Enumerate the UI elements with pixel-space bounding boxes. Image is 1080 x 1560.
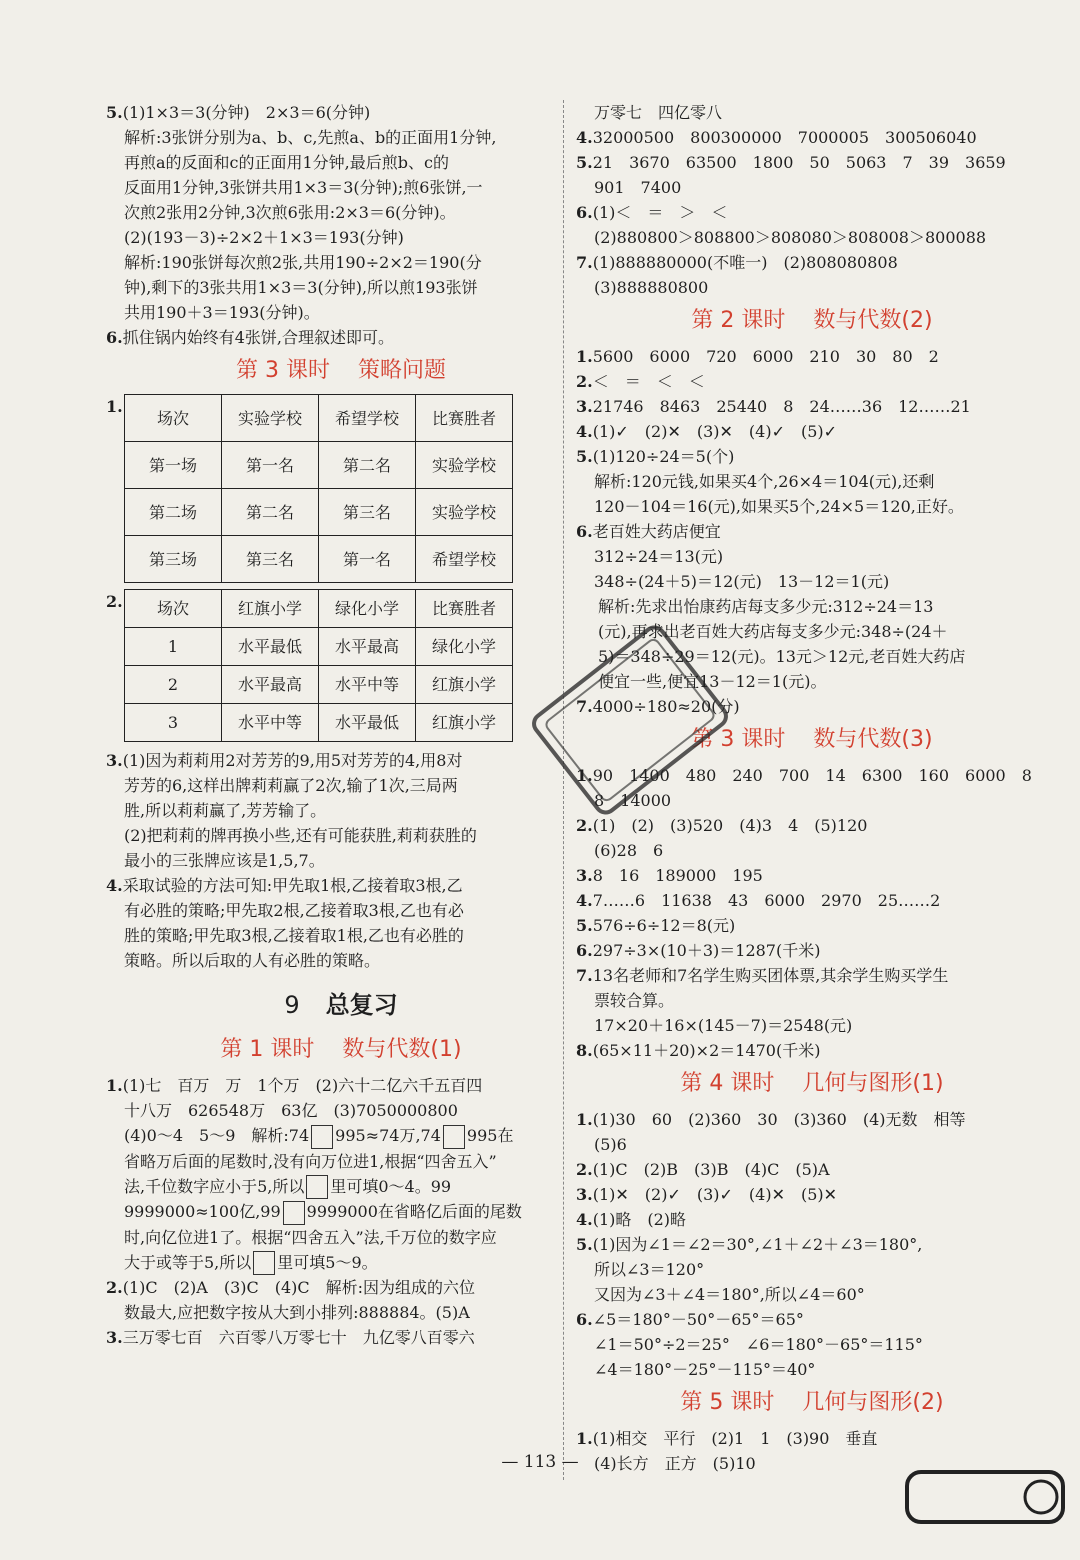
answer-line bbox=[576, 1182, 1048, 1207]
table-header-cell: 绿化小学 bbox=[319, 590, 416, 628]
answer-text: 大于或等于5,所以 bbox=[124, 1252, 252, 1272]
answer-text: ∠1＝50°÷2＝25° ∠6＝180°－65°＝115° bbox=[594, 1335, 923, 1354]
heading-topic: 数与代数(3) bbox=[813, 727, 933, 752]
question-number: 3. bbox=[576, 866, 593, 885]
answer-line bbox=[106, 150, 576, 175]
answer-line bbox=[576, 1207, 1048, 1232]
answer-line bbox=[106, 175, 576, 200]
answer-text: 7……6 11638 43 6000 2970 25……2 bbox=[592, 891, 941, 910]
answer-text: 995在 bbox=[466, 1126, 514, 1145]
answer-text: 共用190＋3＝193(分钟)。 bbox=[124, 303, 320, 322]
question-number: 2. bbox=[576, 1160, 593, 1179]
question-number: 4. bbox=[106, 876, 123, 895]
answer-line bbox=[576, 394, 1048, 419]
answer-line bbox=[576, 1038, 1048, 1063]
answer-line bbox=[106, 848, 576, 873]
table-cell: 2 bbox=[125, 666, 222, 704]
answer-line bbox=[106, 798, 576, 823]
table-cell: 绿化小学 bbox=[416, 628, 513, 666]
question-number: 1. bbox=[576, 347, 593, 366]
answer-line bbox=[576, 275, 1048, 300]
answer-text: 采取试验的方法可知:甲先取1根,乙接着取3根,乙 bbox=[122, 876, 463, 895]
answer-line bbox=[576, 1332, 1048, 1357]
answer-line bbox=[106, 823, 576, 848]
heading-topic: 策略问题 bbox=[357, 358, 446, 383]
answer-text: 8 16 189000 195 bbox=[592, 866, 763, 885]
answer-text: (65×11＋20)×2＝1470(千米) bbox=[592, 1041, 821, 1060]
table-2-wrap bbox=[106, 589, 576, 742]
table-header-cell: 场次 bbox=[125, 590, 222, 628]
answer-text: (元),再求出老百姓大药店每支多少元:348÷(24＋ bbox=[598, 622, 948, 641]
answer-text: 90 1400 480 240 700 14 6300 160 6000 8 bbox=[592, 766, 1032, 785]
blank-box bbox=[443, 1125, 465, 1149]
answer-text: 解析:190张饼每次煎2张,共用190÷2×2＝190(分 bbox=[124, 253, 482, 272]
answer-text: (5)6 bbox=[594, 1135, 627, 1154]
question-number: 8. bbox=[576, 1041, 593, 1060]
answer-block bbox=[576, 1107, 1048, 1382]
answer-text: 省略万后面的尾数时,没有向万位进1,根据“四舍五入” bbox=[124, 1151, 497, 1171]
answer-text: 4000÷180≈20(分) bbox=[592, 697, 740, 716]
heading-lesson: 第 3 课时 bbox=[691, 727, 786, 752]
answer-text: (1)因为∠1＝∠2＝30°,∠1＋∠2＋∠3＝180°, bbox=[592, 1235, 923, 1254]
answer-text: 9999000≈100亿,99 bbox=[124, 1202, 281, 1221]
question-number: 5. bbox=[106, 103, 123, 122]
answer-text: (4)长方 正方 (5)10 bbox=[594, 1454, 756, 1473]
question-number: 3. bbox=[106, 1328, 123, 1347]
question-number: 1. bbox=[576, 766, 593, 785]
answer-line bbox=[106, 275, 576, 300]
answer-text: ＜ ＝ ＜ ＜ bbox=[592, 372, 705, 391]
answer-line bbox=[576, 1132, 1048, 1157]
question-number: 7. bbox=[576, 966, 593, 985]
answer-line bbox=[576, 519, 1048, 544]
answer-text: (1)C (2)A (3)C (4)C 解析:因为组成的六位 bbox=[122, 1278, 476, 1297]
answer-text: ∠4＝180°－25°－115°＝40° bbox=[594, 1360, 816, 1379]
answer-text: 13名老师和7名学生购买团体票,其余学生购买学生 bbox=[592, 966, 949, 985]
answer-text: 芳芳的6,这样出牌莉莉赢了2次,输了1次,三局两 bbox=[124, 776, 458, 795]
answer-text: 时,向亿位进1了。根据“四舍五入”法,千万位的数字应 bbox=[124, 1227, 497, 1247]
table-row bbox=[125, 489, 513, 536]
answer-line bbox=[106, 898, 576, 923]
answer-text: (1)✕ (2)✓ (3)✓ (4)✕ (5)✕ bbox=[592, 1185, 838, 1204]
answer-text: 17×20＋16×(145－7)＝2548(元) bbox=[594, 1016, 853, 1035]
question-number: 3. bbox=[576, 397, 593, 416]
answer-text: 次煎2张用2分钟,3次煎6张用:2×3＝6(分钟)。 bbox=[124, 203, 456, 222]
answer-text: 所以∠3＝120° bbox=[594, 1260, 705, 1279]
answer-text: (6)28 6 bbox=[594, 841, 664, 860]
question-number: 6. bbox=[576, 1310, 593, 1329]
chapter-heading bbox=[106, 981, 576, 1029]
table-cell: 第三名 bbox=[319, 489, 416, 536]
answer-line bbox=[576, 1307, 1048, 1332]
answer-text: (3)888880800 bbox=[594, 278, 709, 297]
answer-text: 21 3670 63500 1800 50 5063 7 39 3659 bbox=[592, 153, 1006, 172]
match-table-2 bbox=[124, 589, 513, 742]
heading-lesson: 第 3 课时 bbox=[236, 358, 330, 383]
table-cell: 第二名 bbox=[319, 442, 416, 489]
answer-text: (2)(193－3)÷2×2＋1×3＝193(分钟) bbox=[124, 228, 404, 247]
question-number: 6. bbox=[106, 328, 123, 347]
answer-line bbox=[576, 344, 1048, 369]
answer-line bbox=[576, 1426, 1048, 1451]
answer-text: 抓住锅内始终有4张饼,合理叙述即可。 bbox=[122, 328, 394, 347]
answer-text: (1)888880000(不唯一) (2)808080808 bbox=[592, 253, 898, 272]
answer-line bbox=[106, 1250, 576, 1276]
answer-line bbox=[106, 125, 576, 150]
answer-text: 里可填0～4。99 bbox=[330, 1176, 452, 1196]
answer-line bbox=[576, 125, 1048, 150]
answer-text: 胜,所以莉莉赢了,芳芳输了。 bbox=[124, 801, 327, 820]
answer-text: 里可填5～9。 bbox=[277, 1252, 378, 1272]
answer-text: 反面用1分钟,3张饼共用1×3＝3(分钟);煎6张饼,一 bbox=[124, 178, 483, 197]
table-header-cell: 红旗小学 bbox=[222, 590, 319, 628]
question-number: 7. bbox=[576, 253, 593, 272]
answer-text: 995≈74万,74 bbox=[335, 1126, 441, 1145]
answer-text: (1)相交 平行 (2)1 1 (3)90 垂直 bbox=[592, 1429, 878, 1448]
answer-text: ∠5＝180°－50°－65°＝65° bbox=[592, 1310, 804, 1329]
answer-line bbox=[106, 1123, 576, 1149]
table-number: 1. bbox=[106, 397, 123, 416]
question-number: 6. bbox=[576, 203, 593, 222]
question-number: 2. bbox=[106, 1278, 123, 1297]
question-number: 5. bbox=[576, 1235, 593, 1254]
answer-text: 数最大,应把数字按从大到小排列:888884。(5)A bbox=[124, 1303, 470, 1322]
table-cell: 第二名 bbox=[222, 489, 319, 536]
answer-text: 8 14000 bbox=[594, 791, 672, 810]
question-number: 5. bbox=[576, 916, 593, 935]
table-header-cell: 比赛胜者 bbox=[416, 395, 513, 442]
answer-line bbox=[576, 569, 1048, 594]
question-number: 6. bbox=[576, 522, 593, 541]
answer-text: (1)七 百万 万 1个万 (2)六十二亿六千五百四 bbox=[122, 1076, 483, 1095]
answer-text: (1)30 60 (2)360 30 (3)360 (4)无数 相等 bbox=[592, 1110, 966, 1129]
answer-text: 老百姓大药店便宜 bbox=[592, 522, 721, 541]
table-header-cell: 场次 bbox=[125, 395, 222, 442]
answer-line bbox=[106, 748, 576, 773]
table-cell: 希望学校 bbox=[416, 536, 513, 583]
answer-line bbox=[576, 150, 1048, 175]
answer-line bbox=[106, 1199, 576, 1225]
answer-text: 120－104＝16(元),如果买5个,24×5＝120,正好。 bbox=[594, 497, 964, 516]
heading-lesson: 第 5 课时 bbox=[680, 1390, 775, 1415]
answer-line bbox=[106, 1149, 576, 1174]
heading-lesson: 第 2 课时 bbox=[691, 308, 786, 333]
table-row bbox=[125, 590, 513, 628]
answer-line bbox=[576, 200, 1048, 225]
blank-box bbox=[253, 1251, 275, 1275]
answer-line bbox=[106, 1275, 576, 1300]
answer-line bbox=[576, 175, 1048, 200]
answer-block bbox=[106, 748, 576, 973]
watermark-stamp bbox=[510, 600, 750, 840]
answer-text: (1)略 (2)略 bbox=[592, 1210, 687, 1229]
answer-line bbox=[106, 1174, 576, 1200]
question-number: 1. bbox=[576, 1110, 593, 1129]
answer-text: (1)✓ (2)✕ (3)✕ (4)✓ (5)✓ bbox=[592, 422, 838, 441]
table-row bbox=[125, 536, 513, 583]
answer-text: 最小的三张牌应该是1,5,7。 bbox=[124, 851, 325, 870]
question-number: 3. bbox=[106, 751, 123, 770]
question-number: 1. bbox=[576, 1429, 593, 1448]
table-cell: 水平最低 bbox=[222, 628, 319, 666]
answer-line bbox=[576, 1013, 1048, 1038]
heading-topic: 数与代数(2) bbox=[813, 308, 933, 333]
table-1-wrap bbox=[106, 394, 576, 583]
chapter-number: 9 bbox=[284, 991, 300, 1019]
answer-line bbox=[576, 988, 1048, 1013]
answer-line bbox=[576, 963, 1048, 988]
answer-line bbox=[576, 469, 1048, 494]
question-number: 3. bbox=[576, 1185, 593, 1204]
question-number: 2. bbox=[576, 372, 593, 391]
section-heading bbox=[106, 354, 576, 388]
answer-block bbox=[576, 100, 1048, 300]
answer-text: 票较合算。 bbox=[594, 991, 675, 1010]
table-cell: 实验学校 bbox=[416, 442, 513, 489]
answer-text: 十八万 626548万 63亿 (3)7050000800 bbox=[124, 1101, 458, 1120]
answer-line bbox=[576, 494, 1048, 519]
answer-block bbox=[106, 1073, 576, 1350]
answer-line bbox=[576, 1157, 1048, 1182]
answer-line bbox=[106, 1098, 576, 1123]
page-number: — 113 — bbox=[501, 1452, 579, 1472]
answer-line bbox=[576, 544, 1048, 569]
table-number: 2. bbox=[106, 592, 123, 611]
section-heading bbox=[576, 1386, 1048, 1420]
answer-text: 再煎a的反面和c的正面用1分钟,最后煎b、c的 bbox=[124, 153, 449, 172]
table-cell: 水平最高 bbox=[222, 666, 319, 704]
table-row bbox=[125, 628, 513, 666]
answer-text: 解析:先求出怡康药店每支多少元:312÷24＝13 bbox=[598, 597, 934, 616]
answer-line bbox=[576, 938, 1048, 963]
answer-line bbox=[576, 419, 1048, 444]
answer-line bbox=[576, 1257, 1048, 1282]
answer-line bbox=[576, 888, 1048, 913]
question-number: 4. bbox=[576, 891, 593, 910]
answer-text: 策略。所以后取的人有必胜的策略。 bbox=[124, 951, 381, 970]
table-cell: 红旗小学 bbox=[416, 704, 513, 742]
answer-text: 297÷3×(10＋3)＝1287(千米) bbox=[592, 941, 821, 960]
answer-text: (1)＜ ＝ ＞ ＜ bbox=[592, 203, 728, 222]
answer-line bbox=[576, 369, 1048, 394]
answer-line bbox=[106, 300, 576, 325]
match-table-1 bbox=[124, 394, 513, 583]
answer-text: 解析:120元钱,如果买4个,26×4＝104(元),还剩 bbox=[594, 472, 935, 491]
table-header-cell: 希望学校 bbox=[319, 395, 416, 442]
answer-line bbox=[106, 1225, 576, 1250]
heading-lesson: 第 1 课时 bbox=[220, 1037, 315, 1062]
question-number: 2. bbox=[576, 816, 593, 835]
answer-text: 9999000在省略亿后面的尾数 bbox=[306, 1202, 522, 1221]
question-number: 4. bbox=[576, 128, 593, 147]
answer-line bbox=[106, 100, 576, 125]
answer-line bbox=[576, 250, 1048, 275]
table-cell: 水平最高 bbox=[319, 628, 416, 666]
table-cell: 水平中等 bbox=[319, 666, 416, 704]
answer-text: 5)＝348÷29＝12(元)。13元＞12元,老百姓大药店 bbox=[598, 647, 966, 666]
answer-line bbox=[576, 863, 1048, 888]
answer-text: 901 7400 bbox=[594, 178, 682, 197]
answer-text: 便宜一些,便宜13－12＝1(元)。 bbox=[598, 672, 827, 691]
table-cell: 第三场 bbox=[125, 536, 222, 583]
question-number: 7. bbox=[576, 697, 593, 716]
answer-line bbox=[576, 838, 1048, 863]
answer-text: 胜的策略;甲先取3根,乙接着取1根,乙也有必胜的 bbox=[124, 926, 464, 945]
table-row bbox=[125, 442, 513, 489]
blank-box bbox=[311, 1125, 333, 1149]
answer-line bbox=[106, 1073, 576, 1098]
question-number: 5. bbox=[576, 153, 593, 172]
answer-text: 又因为∠3＋∠4＝180°,所以∠4＝60° bbox=[594, 1285, 865, 1304]
answer-text: (1)C (2)B (3)B (4)C (5)A bbox=[592, 1160, 830, 1179]
section-heading bbox=[106, 1033, 576, 1067]
table-cell: 实验学校 bbox=[416, 489, 513, 536]
answer-line bbox=[576, 225, 1048, 250]
question-number: 5. bbox=[576, 447, 593, 466]
answer-text: (1)因为莉莉用2对芳芳的9,用5对芳芳的4,用8对 bbox=[122, 751, 463, 770]
blank-box bbox=[306, 1175, 328, 1199]
answer-line bbox=[576, 100, 1048, 125]
question-number: 4. bbox=[576, 1210, 593, 1229]
chapter-title: 总复习 bbox=[325, 991, 398, 1019]
answer-line bbox=[576, 913, 1048, 938]
answer-line bbox=[576, 1232, 1048, 1257]
table-cell: 3 bbox=[125, 704, 222, 742]
answer-line bbox=[106, 200, 576, 225]
answer-block bbox=[106, 100, 576, 350]
answer-text: (2)880800＞808800＞808080＞808008＞800088 bbox=[594, 228, 987, 247]
answer-line bbox=[576, 1357, 1048, 1382]
answer-text: 法,千位数字应小于5,所以 bbox=[124, 1176, 305, 1196]
answer-text: 三万零七百 六百零八万零七十 九亿零八百零六 bbox=[122, 1328, 475, 1347]
answer-line bbox=[106, 948, 576, 973]
answer-text: 钟),剩下的3张共用1×3＝3(分钟),所以煎193张饼 bbox=[124, 278, 478, 297]
table-cell: 第三名 bbox=[222, 536, 319, 583]
table-row bbox=[125, 666, 513, 704]
answer-text: (1)120÷24＝5(个) bbox=[592, 447, 735, 466]
table-cell: 1 bbox=[125, 628, 222, 666]
answer-line bbox=[576, 444, 1048, 469]
table-cell: 水平最低 bbox=[319, 704, 416, 742]
answer-line bbox=[106, 1325, 576, 1350]
section-heading bbox=[576, 304, 1048, 338]
question-number: 6. bbox=[576, 941, 593, 960]
table-header-cell: 实验学校 bbox=[222, 395, 319, 442]
answer-text: 有必胜的策略;甲先取2根,乙接着取3根,乙也有必 bbox=[124, 901, 464, 920]
answer-text: (2)把莉莉的牌再换小些,还有可能获胜,莉莉获胜的 bbox=[124, 826, 477, 845]
question-number: 1. bbox=[106, 1076, 123, 1095]
answer-line bbox=[106, 250, 576, 275]
answer-text: (4)0～4 5～9 解析:74 bbox=[124, 1126, 310, 1145]
table-cell: 第一名 bbox=[319, 536, 416, 583]
answer-text: 21746 8463 25440 8 24……36 12……21 bbox=[592, 397, 971, 416]
heading-topic: 几何与图形(1) bbox=[802, 1071, 944, 1096]
answer-text: (1)1×3＝3(分钟) 2×3＝6(分钟) bbox=[122, 103, 371, 122]
table-cell: 水平中等 bbox=[222, 704, 319, 742]
blank-box bbox=[283, 1201, 305, 1225]
section-heading bbox=[576, 1067, 1048, 1101]
answer-line bbox=[576, 1282, 1048, 1307]
table-row bbox=[125, 704, 513, 742]
heading-lesson: 第 4 课时 bbox=[680, 1071, 775, 1096]
answer-text: 5600 6000 720 6000 210 30 80 2 bbox=[592, 347, 939, 366]
answer-text: 576÷6÷12＝8(元) bbox=[592, 916, 736, 935]
heading-topic: 数与代数(1) bbox=[342, 1037, 462, 1062]
answer-text: 解析:3张饼分别为a、b、c,先煎a、b的正面用1分钟, bbox=[124, 128, 497, 147]
table-row bbox=[125, 395, 513, 442]
question-number: 4. bbox=[576, 422, 593, 441]
answer-line bbox=[106, 773, 576, 798]
table-cell: 第二场 bbox=[125, 489, 222, 536]
answer-text: 万零七 四亿零八 bbox=[594, 103, 723, 122]
answer-line bbox=[106, 1300, 576, 1325]
answer-line bbox=[106, 225, 576, 250]
table-header-cell: 比赛胜者 bbox=[416, 590, 513, 628]
answer-line bbox=[106, 873, 576, 898]
answer-text: 32000500 800300000 7000005 300506040 bbox=[592, 128, 977, 147]
table-cell: 红旗小学 bbox=[416, 666, 513, 704]
table-cell: 第一场 bbox=[125, 442, 222, 489]
answer-line bbox=[106, 923, 576, 948]
left-column bbox=[106, 100, 576, 1350]
answer-line bbox=[576, 1107, 1048, 1132]
table-cell: 第一名 bbox=[222, 442, 319, 489]
answer-logo bbox=[905, 1468, 1065, 1548]
heading-topic: 几何与图形(2) bbox=[802, 1390, 944, 1415]
answer-text: (1) (2) (3)520 (4)3 4 (5)120 bbox=[592, 816, 868, 835]
answer-text: 312÷24＝13(元) bbox=[594, 547, 724, 566]
answer-line bbox=[106, 325, 576, 350]
answer-text: 348÷(24＋5)＝12(元) 13－12＝1(元) bbox=[594, 572, 890, 591]
